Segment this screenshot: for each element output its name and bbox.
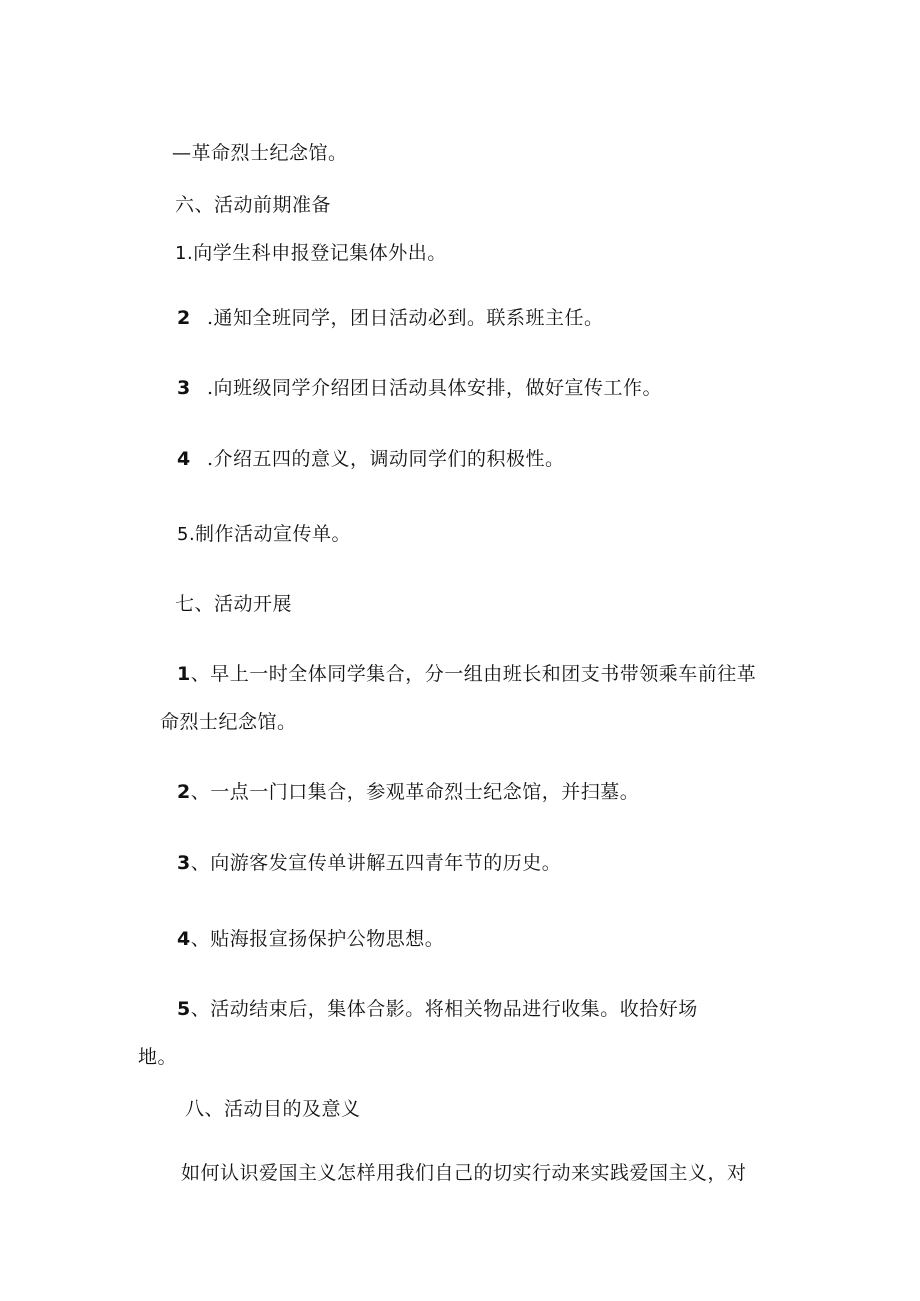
- text-line: [172, 141, 348, 165]
- item-text: 制作活动宣传单。: [195, 523, 352, 545]
- line-text: —革命烈士纪念馆。: [172, 142, 348, 164]
- list-item: [177, 851, 561, 875]
- section-heading: [185, 1097, 361, 1121]
- item-text: .向班级同学介绍团日活动具体安排，做好宣传工作。: [207, 377, 663, 399]
- line-text: 如何认识爱国主义怎样用我们自己的切实行动来实践爱国主义，对: [181, 1162, 747, 1184]
- list-item: [177, 306, 604, 330]
- item-number: 3: [177, 377, 191, 399]
- item-text: 、活动结束后，集体合影。将相关物品进行收集。收拾好场: [190, 998, 698, 1020]
- list-item: [177, 376, 662, 400]
- item-text: 、一点一门口集合，参观革命烈士纪念馆，并扫墓。: [190, 781, 640, 803]
- item-number: 2: [177, 781, 191, 803]
- item-number: 1.: [175, 243, 194, 264]
- item-text: 向学生科申报登记集体外出。: [193, 242, 447, 264]
- list-item: [177, 522, 351, 547]
- line-text: 地。: [138, 1046, 178, 1068]
- heading-text: 七、活动开展: [175, 593, 293, 615]
- heading-text: 八、活动目的及意义: [185, 1098, 361, 1120]
- text-line: [181, 1161, 747, 1185]
- list-item: [175, 241, 447, 266]
- list-item: [177, 927, 444, 951]
- item-number: 4: [177, 448, 191, 470]
- item-number: 2: [177, 307, 191, 329]
- line-text: 命烈士纪念馆。: [160, 711, 297, 733]
- text-line: [160, 710, 297, 734]
- section-heading: [175, 193, 331, 217]
- item-number: 3: [177, 852, 191, 874]
- section-heading: [175, 592, 292, 616]
- list-item: [177, 662, 756, 686]
- item-number: 5: [177, 998, 191, 1020]
- item-number: 5.: [177, 524, 196, 545]
- item-text: 、早上一时全体同学集合，分一组由班长和团支书带领乘车前往革: [190, 663, 757, 685]
- heading-text: 六、活动前期准备: [175, 194, 332, 216]
- text-line: [138, 1045, 177, 1069]
- list-item: [177, 780, 639, 804]
- list-item: [177, 447, 565, 471]
- item-number: 4: [177, 928, 191, 950]
- item-text: .通知全班同学，团日活动必到。联系班主任。: [207, 307, 604, 329]
- item-text: .介绍五四的意义，调动同学们的积极性。: [207, 448, 565, 470]
- item-text: 、向游客发宣传单讲解五四青年节的历史。: [190, 852, 562, 874]
- list-item: [177, 997, 698, 1021]
- item-number: 1: [177, 663, 191, 685]
- item-text: 、贴海报宣扬保护公物思想。: [190, 928, 445, 950]
